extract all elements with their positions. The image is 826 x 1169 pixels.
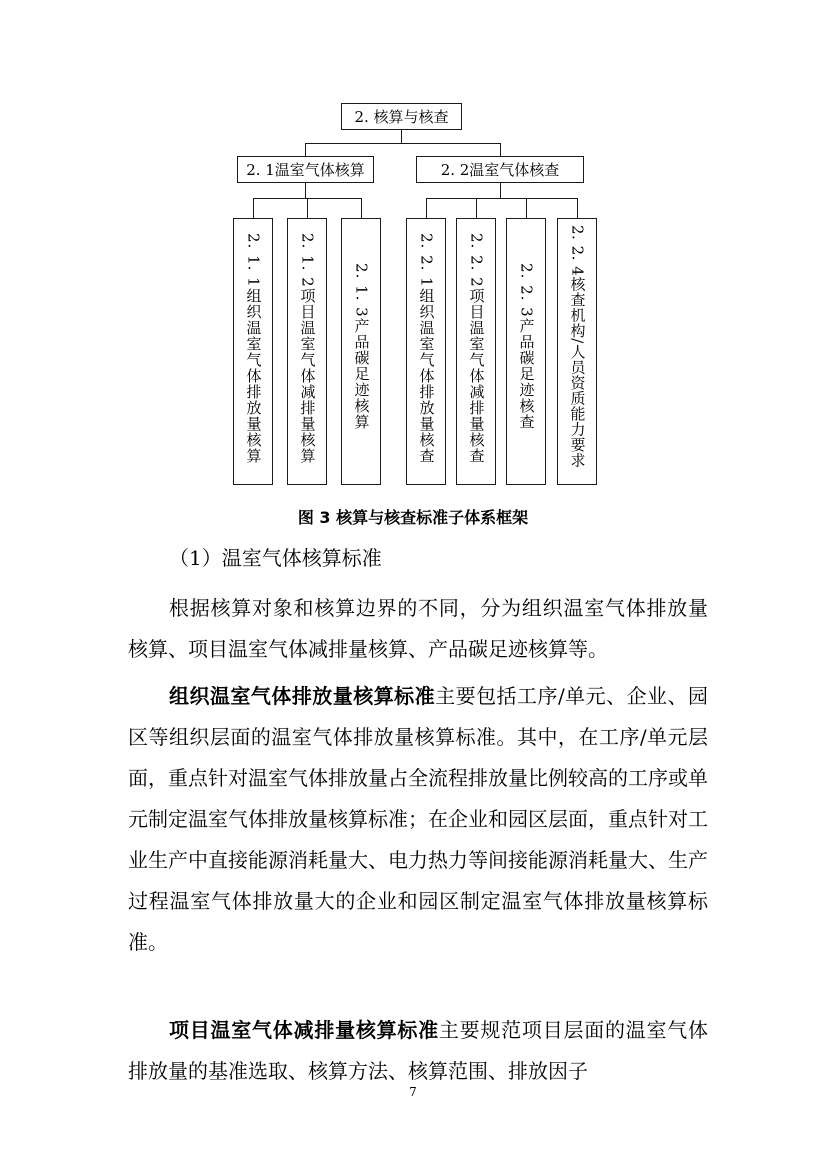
connector (426, 198, 578, 199)
heading-text: （1）温室气体核算标准 (169, 546, 382, 570)
leaf-node (557, 218, 597, 485)
paragraph-bold-lead: 组织温室气体排放量核算标准 (169, 684, 436, 708)
leaf-label: 2. 2. 3产品碳足迹核查 (517, 263, 536, 430)
branch-label: 2. 1温室气体核算 (246, 161, 365, 179)
connector (307, 198, 308, 218)
leaf-label: 2. 1. 1组织温室气体排放量核算 (244, 233, 263, 464)
connector (577, 198, 578, 218)
leaf-node (406, 218, 446, 485)
connector (305, 183, 306, 198)
connector (361, 198, 362, 218)
page-number: 7 (409, 1085, 417, 1099)
section-heading (128, 538, 708, 579)
connector (476, 198, 477, 218)
connector (426, 198, 427, 218)
paragraph-text: 主要包括工序/单元、企业、园区等组织层面的温室气体排放量核算标准。其中，在工序/单元层面，重点针对温室气体排放量占全流程排放量比例较高的工序或单元制定温室气体排放量核算标准；在企业和园区层面，重点针对工业生产中直接能源消耗量大、电力热力等间接能源消耗量大、生产过程温室气体排放量大的企业和园区制定温室气体排放量核算标准。 (128, 684, 708, 954)
leaf-label: 2. 2. 2项目温室气体减排量核查 (467, 233, 486, 464)
figure-caption: 图 3 核算与核查标准子体系框架 (297, 508, 529, 527)
leaf-node (287, 218, 327, 485)
branch-node-accounting (237, 156, 374, 183)
connector (526, 198, 527, 218)
paragraph (128, 1010, 708, 1092)
root-node (341, 103, 462, 130)
paragraph-text: 主要规范项目层面的温室气体排放量的基准选取、核算方法、核算范围、排放因子 (128, 1018, 709, 1083)
leaf-label: 2. 2. 1组织温室气体排放量核查 (417, 233, 436, 464)
connector (305, 143, 306, 156)
root-label: 2. 核算与核查 (354, 108, 449, 126)
paragraph-bold-lead: 项目温室气体减排量核算标准 (169, 1018, 439, 1042)
branch-node-verification (416, 156, 584, 183)
connector (253, 198, 254, 218)
connector (305, 143, 501, 144)
leaf-label: 2. 1. 3产品碳足迹核算 (352, 263, 371, 430)
leaf-label: 2. 1. 2项目温室气体减排量核算 (298, 233, 317, 464)
paragraph (128, 588, 708, 670)
leaf-node (233, 218, 273, 485)
leaf-node (456, 218, 496, 485)
connector (500, 183, 501, 198)
paragraph-text: 根据核算对象和核算边界的不同，分为组织温室气体排放量核算、项目温室气体减排量核算、产品碳足迹核算等。 (128, 596, 708, 661)
leaf-node (506, 218, 546, 485)
branch-label: 2. 2温室气体核查 (440, 161, 560, 179)
connector (500, 143, 501, 156)
paragraph (128, 676, 708, 963)
connector (401, 130, 402, 143)
leaf-node (341, 218, 381, 485)
leaf-label: 2. 2. 4核查机构/人员资质能力要求 (568, 225, 587, 468)
